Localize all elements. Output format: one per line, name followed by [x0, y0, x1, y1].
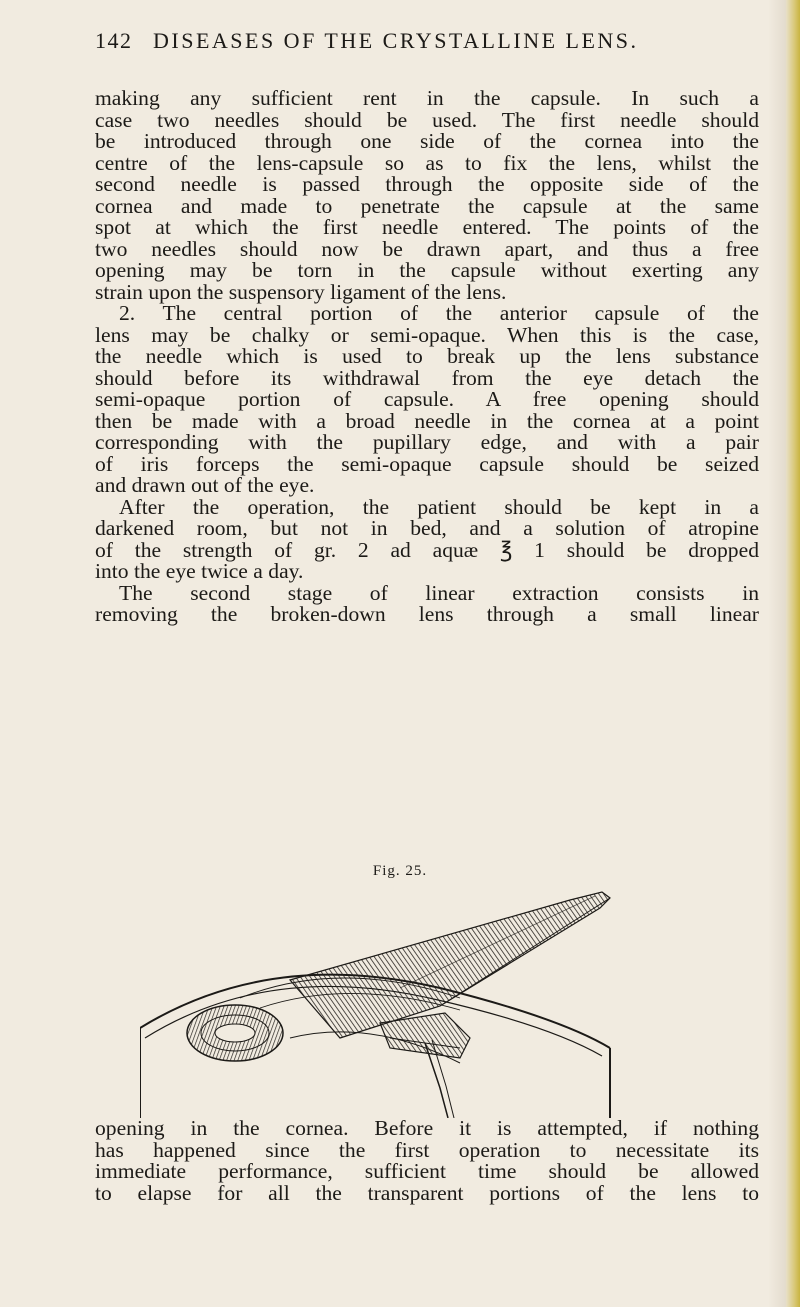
text-line: of the strength of gr. 2 ad aquæ ℥ 1 should be dropped [95, 537, 759, 562]
text-line: opening in the cornea. Before it is attempted, if nothing [95, 1116, 759, 1140]
text-line: After the operation, the patient should be kept in a [119, 494, 759, 519]
text-line: lens may be chalky or semi-opaque. When this is the case, [95, 322, 759, 347]
text-line: to elapse for all the transparent portions of the lens to [95, 1180, 759, 1205]
lens-drawing [187, 1005, 283, 1061]
body-text-top [95, 88, 759, 626]
page-edge [786, 0, 800, 1307]
text-line: into the eye twice a day. [95, 559, 304, 583]
page-header [95, 28, 695, 62]
body-text-bottom [95, 1118, 759, 1204]
text-line: has happened since the first operation to necessitate its [95, 1137, 759, 1162]
text-line: two needles should now be drawn apart, and thus a free [95, 236, 759, 261]
figure-caption: Fig. 25. [372, 863, 428, 879]
text-line: immediate performance, sufficient time should be allowed [95, 1159, 759, 1183]
text-line: corresponding with the pupillary edge, and with a pair [95, 430, 759, 454]
text-line: removing the broken-down lens through a small linear [95, 602, 759, 626]
text-line: making any sufficient rent in the capsule. In such a [95, 86, 759, 110]
text-line: case two needles should be used. The first needle should [95, 107, 759, 132]
text-line: opening may be torn in the capsule without exerting any [95, 258, 759, 282]
text-line: centre of the lens-capsule so as to fix the lens, whilst the [95, 150, 759, 175]
needle-blade [380, 1013, 470, 1118]
text-line: The second stage of linear extraction consists in [119, 580, 759, 605]
text-line: the needle which is used to break up the lens substance [95, 344, 759, 368]
text-line: semi-opaque portion of capsule. A free opening should [95, 387, 759, 411]
text-line: second needle is passed through the opposite side of the [95, 172, 759, 196]
text-line: and drawn out of the eye. [95, 473, 315, 497]
running-head: DISEASES OF THE CRYSTALLINE LENS. [153, 28, 639, 53]
text-line: should before its withdrawal from the eye detach the [95, 365, 759, 390]
text-line: then be made with a broad needle in the cornea at a point [95, 408, 759, 433]
text-line: 2. The central portion of the anterior capsule of the [119, 301, 759, 325]
page-number: 142 [95, 28, 133, 53]
text-line: spot at which the first needle entered. The points of the [95, 215, 759, 239]
instrument-shaft [290, 892, 610, 1038]
figure-25-illustration [140, 888, 780, 1118]
text-line: darkened room, but not in bed, and a solution of atropine [95, 516, 759, 540]
text-line: of iris forceps the semi-opaque capsule should be seized [95, 451, 759, 476]
text-line: cornea and made to penetrate the capsule at the same [95, 193, 759, 218]
text-line: strain upon the suspensory ligament of the lens. [95, 279, 507, 304]
text-line: be introduced through one side of the cornea into the [95, 129, 759, 153]
